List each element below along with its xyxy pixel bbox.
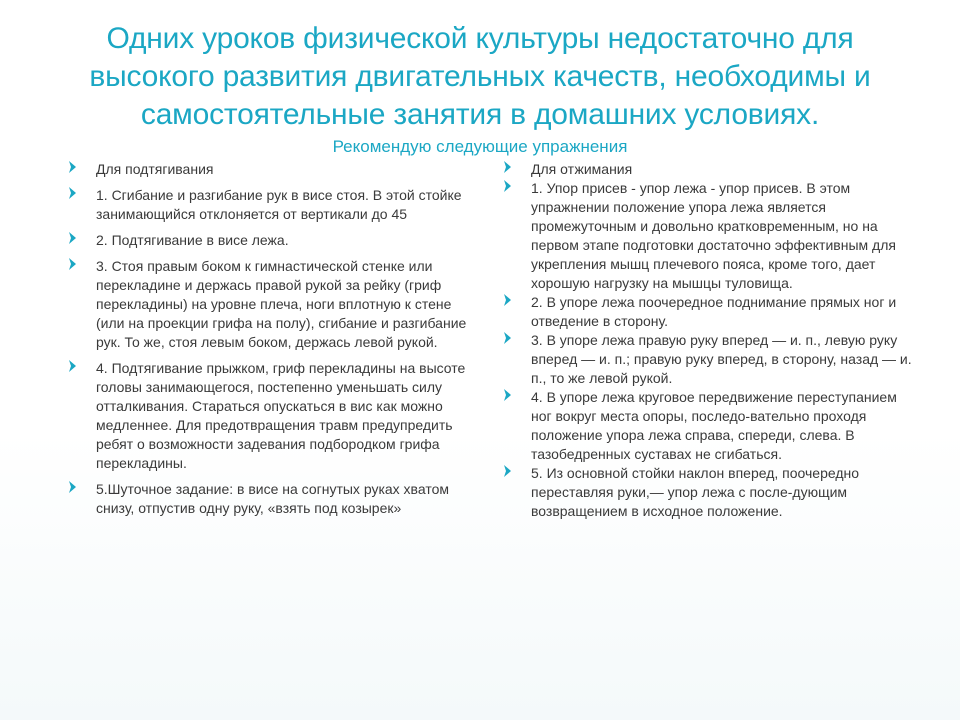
list-item: [68, 257, 468, 352]
list-item: [503, 160, 913, 179]
list-item-text: Для подтягивания: [96, 161, 214, 177]
list-item-text: 1. Упор присев - упор лежа - упор присев. В этом упражнении положение упора лежа является промежуточным и довольно кратковременным, но на первом этапе подготовки достаточно эффективным для укрепления мышц плечевого пояса, кроме того, дает хорошую нагрузку на мышцы туловища.: [531, 180, 896, 291]
slide-title: Одних уроков физической культуры недостаточно для высокого развития двигательных качеств, необходимы и самостоятельные занятия в домашних условиях.: [89, 22, 871, 131]
list-item-text: 5.Шуточное задание: в висе на согнутых руках хватом снизу, отпустив одну руку, «взять под козырек»: [96, 481, 449, 516]
list-item-text: 4. Подтягивание прыжком, гриф перекладины на высоте головы занимающегося, постепенно уменьшать силу отталкивания. Стараться опускаться в вис как можно медленнее. Для предотвращения травм предупредить ребят о возможности задевания подбородком грифа перекладины.: [96, 360, 466, 471]
list-item-text: 2. Подтягивание в висе лежа.: [96, 232, 289, 248]
list-item-text: 4. В упоре лежа круговое передвижение переступанием ног вокруг места опоры, последо-вательно проходя положение упора лежа справа, спереди, слева. В тазобедренных суставах не сгибаться.: [531, 389, 897, 462]
bullet-arrow-icon: [68, 187, 78, 199]
list-item: [68, 160, 468, 179]
list-item: [68, 480, 468, 518]
list-item: [68, 231, 468, 250]
list-item: [68, 359, 468, 473]
bullet-arrow-icon: [68, 161, 78, 173]
bullet-arrow-icon: [68, 258, 78, 270]
list-item: [503, 293, 913, 331]
list-item: [503, 331, 913, 388]
slide-subtitle: Рекомендую следующие упражнения: [332, 137, 628, 156]
list-item: [503, 464, 913, 521]
list-item-text: Для отжимания: [531, 161, 633, 177]
right-column: [503, 160, 913, 521]
list-item-text: 1. Сгибание и разгибание рук в висе стоя. В этой стойке занимающийся отклоняется от вертикали до 45: [96, 187, 462, 222]
bullet-arrow-icon: [503, 465, 513, 477]
bullet-arrow-icon: [68, 481, 78, 493]
list-item: [503, 388, 913, 464]
left-column: [68, 160, 468, 525]
bullet-arrow-icon: [68, 360, 78, 372]
bullet-arrow-icon: [503, 389, 513, 401]
list-item-text: 3. В упоре лежа правую руку вперед — и. п., левую руку вперед — и. п.; правую руку вперед, в сторону, назад — и. п., то же левой рукой.: [531, 332, 912, 386]
bullet-arrow-icon: [68, 232, 78, 244]
list-item: [68, 186, 468, 224]
bullet-arrow-icon: [503, 294, 513, 306]
bullet-arrow-icon: [503, 161, 513, 173]
list-item: [503, 179, 913, 293]
list-item-text: 3. Стоя правым боком к гимнастической стенке или перекладине и держась правой рукой за рейку (гриф перекладины) на уровне плеча, ноги вплотную к стене (или на проекции грифа на полу), сгибание и разгибание рук. То же, стоя левым боком, держась левой рукой.: [96, 258, 467, 350]
bullet-arrow-icon: [503, 180, 513, 192]
list-item-text: 5. Из основной стойки наклон вперед, поочередно переставляя руки,— упор лежа с после-дующим возвращением в исходное положение.: [531, 465, 860, 519]
list-item-text: 2. В упоре лежа поочередное поднимание прямых ног и отведение в сторону.: [531, 294, 897, 329]
bullet-arrow-icon: [503, 332, 513, 344]
